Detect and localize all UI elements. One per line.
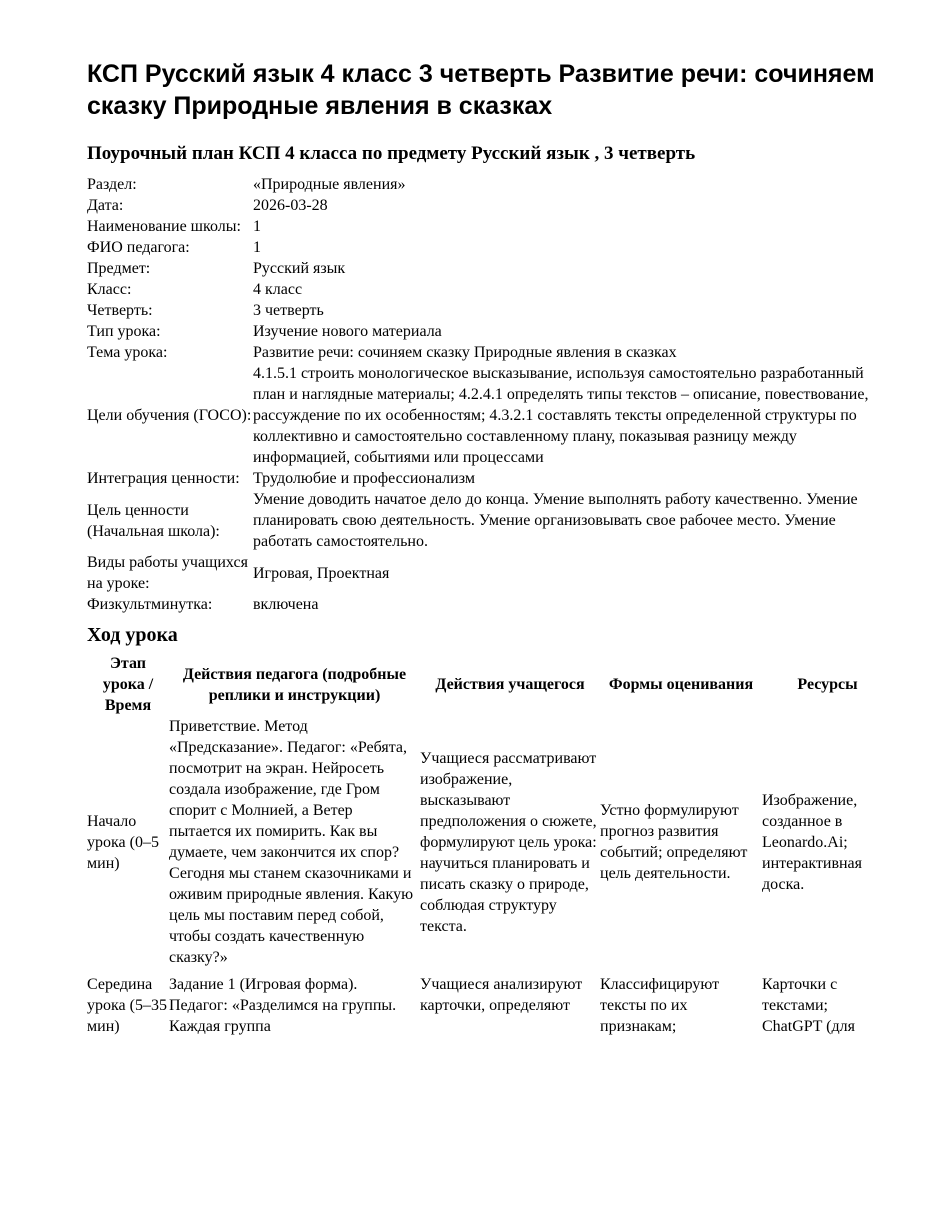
- document-page: [87, 58, 893, 1037]
- info-row: [87, 195, 893, 216]
- info-label: Цель ценности (Начальная школа):: [87, 501, 220, 540]
- header-resources: Ресурсы: [797, 676, 858, 693]
- info-label: Дата:: [87, 197, 124, 214]
- cell-stage: Середина урока (5–35 мин): [87, 976, 167, 1035]
- header-assessment: Формы оценивания: [608, 676, 754, 693]
- lesson-progress-heading: Ход урока: [87, 624, 178, 646]
- info-row: [87, 363, 893, 468]
- info-row: [87, 258, 893, 279]
- info-value: Русский язык: [253, 260, 346, 277]
- info-value: Развитие речи: сочиняем сказку Природные явления в сказках: [253, 344, 677, 361]
- info-row: [87, 174, 893, 195]
- info-label: Наименование школы:: [87, 218, 241, 235]
- info-value: «Природные явления»: [253, 176, 406, 193]
- info-label: Класс:: [87, 281, 132, 298]
- info-label: Раздел:: [87, 176, 137, 193]
- info-label: Интеграция ценности:: [87, 470, 240, 487]
- info-row: [87, 489, 893, 552]
- lesson-steps-table: [87, 653, 893, 1037]
- info-row: [87, 237, 893, 258]
- info-row: [87, 300, 893, 321]
- info-value: Изучение нового материала: [253, 323, 442, 340]
- info-label: ФИО педагога:: [87, 239, 190, 256]
- info-label: Физкультминутка:: [87, 596, 213, 613]
- table-row: [87, 968, 893, 1037]
- info-value: Умение доводить начатое дело до конца. Умение выполнять работу качественно. Умение планировать свою деятельность. Умение организовывать свое рабочее место. Умение работать самостоятельно.: [253, 491, 858, 550]
- info-value: 4 класс: [253, 281, 303, 298]
- info-label: Четверть:: [87, 302, 153, 319]
- info-label: Тема урока:: [87, 344, 168, 361]
- info-row: [87, 321, 893, 342]
- info-value: включена: [253, 596, 319, 613]
- info-value: 3 четверть: [253, 302, 324, 319]
- info-label: Цели обучения (ГОСО):: [87, 407, 252, 424]
- cell-resources: Изображение, созданное в Leonardo.Ai; интерактивная доска.: [762, 791, 863, 893]
- cell-assessment: Классифицируют тексты по их признакам;: [600, 976, 720, 1035]
- info-value: 2026-03-28: [253, 197, 328, 214]
- cell-resources: Карточки с текстами; ChatGPT (для: [762, 976, 855, 1035]
- lesson-info-table: [87, 174, 893, 615]
- header-student-actions: Действия учащегося: [435, 676, 585, 693]
- info-value: 1: [253, 239, 261, 256]
- header-stage: Этап урока / Время: [102, 655, 154, 714]
- table-header-row: [87, 653, 893, 716]
- cell-assessment: Устно формулируют прогноз развития событий; определяют цель деятельности.: [600, 802, 748, 882]
- cell-stage: Начало урока (0–5 мин): [87, 812, 159, 872]
- plan-subtitle: Поурочный план КСП 4 класса по предмету Русский язык , 3 четверть: [87, 143, 696, 164]
- info-row: [87, 594, 893, 615]
- cell-teacher: Задание 1 (Игровая форма). Педагог: «Разделимся на группы. Каждая группа: [169, 976, 397, 1035]
- document-title: КСП Русский язык 4 класс 3 четверть Развитие речи: сочиняем сказку Природные явления в сказках: [87, 60, 875, 120]
- info-value: Трудолюбие и профессионализм: [253, 470, 475, 487]
- cell-student: Учащиеся анализируют карточки, определяют: [420, 976, 583, 1014]
- info-row: [87, 279, 893, 300]
- header-teacher-actions: Действия педагога (подробные реплики и инструкции): [182, 665, 407, 704]
- info-value: 1: [253, 218, 261, 235]
- info-label: Виды работы учащихся на уроке:: [87, 554, 248, 592]
- info-row: [87, 342, 893, 363]
- cell-teacher: Приветствие. Метод «Предсказание». Педагог: «Ребята, посмотрит на экран. Нейросеть создала изображение, где Гром спорит с Молнией, а Ветер пытается их помирить. Как вы думаете, чем закончится их спор? Сегодня мы станем сказочниками и оживим природные явления. Какую цель мы поставим перед собой, чтобы создать качественную сказку?»: [169, 718, 414, 966]
- cell-student: Учащиеся рассматривают изображение, высказывают предположения о сюжете, формулируют цель урока: научиться планировать и писать сказку о природе, соблюдая структуру текста.: [420, 749, 597, 935]
- info-value: 4.1.5.1 строить монологическое высказывание, используя самостоятельно разработанный план и наглядные материалы; 4.2.4.1 определять типы текстов – описание, повествование, рассуждение по их особенностям; 4.3.2.1 составлять тексты определенной структуры по коллективно и самостоятельно составленному плану, показывая разницу между информацией, событиями или процессами: [253, 365, 869, 466]
- table-row: [87, 716, 893, 968]
- info-label: Предмет:: [87, 260, 151, 277]
- info-row: [87, 468, 893, 489]
- info-row: [87, 216, 893, 237]
- info-row: [87, 552, 893, 594]
- info-value: Игровая, Проектная: [253, 564, 390, 582]
- info-label: Тип урока:: [87, 323, 161, 340]
